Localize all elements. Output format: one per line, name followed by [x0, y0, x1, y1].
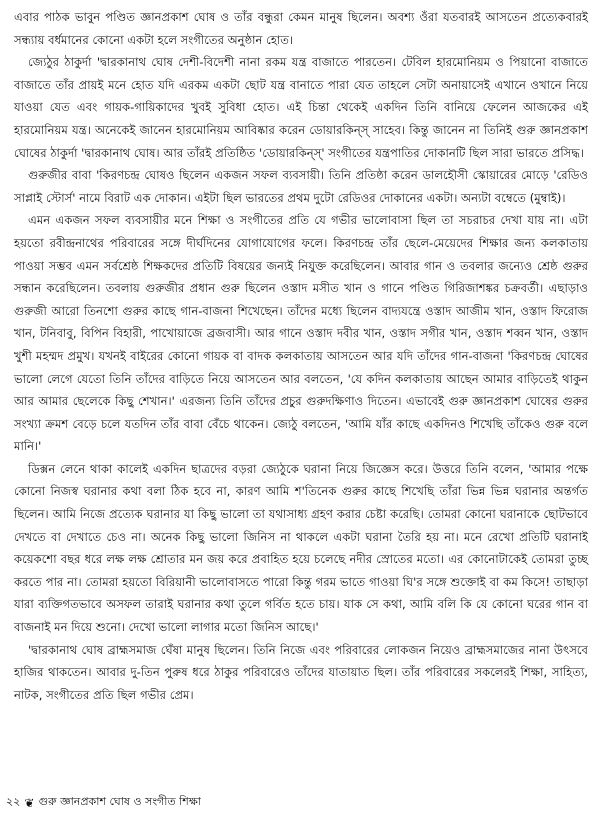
floral-ornament-icon: ❦ [24, 795, 35, 810]
paragraph: এবার পাঠক ভাবুন পণ্ডিত জ্ঞানপ্রকাশ ঘোষ ও তাঁর বন্ধুরা কেমন মানুষ ছিলেন। অবশ্য ওঁরা যতবারই আসতেন প্রত্যেকবারই সন্ধ্যায় বর্ধমানের কোনো একটা হলে সংগীতের অনুষ্ঠান হোত। [14, 10, 588, 47]
paragraph: ডিক্সন লেনে থাকা কালেই একদিন ছাত্রদের বড়রা জ্যেঠুকে ঘরানা নিয়ে জিজ্ঞেস করে। উত্তরে তিনি বলেন, 'আমার পক্ষে কোনো নিজস্ব ঘরানার কথা বলা ঠিক হবে না, কারণ আমি শ'তিনেক গুরুর কাছে শিখেছি তাঁরা ভিন্ন ভিন্ন ঘরানার অন্তর্গত ছিলেন। আমি নিজে প্রত্যেক ঘরানার যা কিছু ভালো তা যথাসাধ্য গ্রহণ করার চেষ্টা করেছি। তোমরা কোনো ঘরানাকে ছোটভাবে দেখতে বা দেখাতে চেও না। অনেক কিছু ভালো জিনিস না থাকলে একটা ঘরানা তৈরি হয় না। মনে রেখো প্রতিটি ঘরানাই কয়েকশো বছর ধরে লক্ষ লক্ষ শ্রোতার মন জয় করে প্রবাহিত হয়ে চলেছে নদীর স্রোতের মতো। এর কোনোটাকেই তোমরা তুচ্ছ করতে পার না। তোমরা হয়তো বিরিয়ানী ভালোবাসতে পারো কিন্তু গরম ভাতে গাওয়া ঘি'র সঙ্গে শুক্তোই বা কম কিসে! তাছাড়া যারা ব্যক্তিগতভাবে অসফল তারাই ঘরানার কথা তুলে গর্বিত হতে চায়। যাক সে কথা, আমি বলি কি যে কোনো ঘরের গান বা বাজনাই মন দিয়ে শুনো। দেখো ভালো লাগার মতো জিনিস আছে।' [14, 461, 588, 635]
paragraph: গুরুজীর বাবা 'কিরণচন্দ্র ঘোষও ছিলেন একজন সফল ব্যবসায়ী। তিনি প্রতিষ্ঠা করেন ডালহৌসী স্কোয়ারের মোড়ে 'রেডিও সাপ্লাই স্টোর্স' নামে বিরাট এক দোকান। এইটা ছিল ভারতের প্রথম দুটো রেডিওর দোকানের একটা। অন্যটা বম্বেতে (মুম্বাই)। [14, 168, 588, 205]
body-text [14, 6, 588, 706]
page-number: ২২ [6, 795, 21, 808]
paragraph: 'দ্বারকানাথ ঘোষ ব্রাহ্মসমাজ ঘেঁষা মানুষ ছিলেন। তিনি নিজে এবং পরিবারের লোকজন নিয়েও ব্রাহ্মসমাজের নানা উৎসবে হাজির থাকতেন। আবার দু-তিন পুরুষ ধরে ঠাকুর পরিবারেও তাঁদের যাতায়াত ছিল। তাঁর পরিবারের সকলেরই শিক্ষা, সাহিত্য, নাটক, সংগীতের প্রতি ছিল গভীর প্রেম। [14, 642, 588, 702]
running-title: গুরু জ্ঞানপ্রকাশ ঘোষ ও সংগীত শিক্ষা [38, 795, 201, 808]
paragraph: জ্যেঠুর ঠাকুর্দা 'দ্বারকানাথ ঘোষ দেশী-বিদেশী নানা রকম যন্ত্র বাজাতে পারতেন। টেবিল হারমোনিয়ম ও পিয়ানো বাজাতে বাজাতে তাঁর প্রায়ই মনে হোত যদি এরকম একটা ছোট যন্ত্র বানাতে পারা যেত তাহলে সেটা অনায়াসেই এখানে ওখানে নিয়ে যাওয়া যেত এবং গায়ক-গায়িকাদের খুবই সুবিধা হোত। এই চিন্তা থেকেই একদিন তিনি বানিয়ে ফেলেন আজকের এই হারমোনিয়ম যন্ত্র। অনেকেই জানেন হারমোনিয়ম আবিষ্কার করেন ডোয়ারকিন্‌স্‌ সাহেব। কিন্তু জানেন না তিনিই গুরু জ্ঞানপ্রকাশ ঘোষের ঠাকুর্দা 'দ্বারকানাথ ঘোষ। আর তাঁরই প্রতিষ্ঠিত 'ডোয়ারকিন্‌স্‌' সংগীতের যন্ত্রপাতির দোকানটি ছিল সারা ভারতে প্রসিদ্ধ। [14, 55, 588, 160]
paragraph: এমন একজন সফল ব্যবসায়ীর মনে শিক্ষা ও সংগীতের প্রতি যে গভীর ভালোবাসা ছিল তা সচরাচর দেখা যায় না। এটা হয়তো রবীন্দ্রনাথের পরিবারের সঙ্গে দীর্ঘদিনের যোগাযোগের ফলে। কিরণচন্দ্র তাঁর ছেলে-মেয়েদের শিক্ষার জন্য কলকাতায় পাওয়া সম্ভব এমন সর্বশ্রেষ্ঠ শিক্ষকদের প্রতিটি বিষয়ের জন্যই নিযুক্ত করেছিলেন। আবার গান ও তবলার জন্যেও শ্রেষ্ঠ গুরুর সন্ধান করেছিলেন। তবলায় গুরুজীর প্রধান গুরু ছিলেন ওস্তাদ মসীত খান ও গানে পণ্ডিত গিরিজাশঙ্কর চক্রবর্তী। এছাড়াও গুরুজী আরো তিনশো গুরুর কাছে গান-বাজনা শিখেছেন। তাঁদের মধ্যে ছিলেন বাদ্যযন্ত্রে ওস্তাদ আজীম খান, ওস্তাদ ফিরোজ খান, টনিবাবু, বিপিন বিহারী, পাখোয়াজে ব্রজবাসী। আর গানে ওস্তাদ দবীর খান, ওস্তাদ সগীর খান, ওস্তাদ শব্বন খান, ওস্তাদ খুশী মহম্মদ প্রমুখ। যখনই বাইরের কোনো গায়ক বা বাদক কলকাতায় আসতেন আর যদি তাঁদের গান-বাজনা 'কিরণচন্দ্র ঘোষের ভালো লেগে যেতো তিনি তাঁদের বাড়িতে নিয়ে আসতেন আর বলতেন, 'যে কদিন কলকাতায় আছেন আমার বাড়িতেই থাকুন আর আমার ছেলেকে কিছু শেখান।' এরজন্য তিনি তাঁদের প্রচুর গুরুদক্ষিণাও দিতেন। এভাবেই গুরু জ্ঞানপ্রকাশ ঘোষের গুরুর সংখ্যা ক্রমশ বেড়ে চলে যতদিন তাঁর বাবা বেঁচে থাকেন। জ্যেঠু বলতেন, 'আমি যাঁর কাছে একদিনও শিখেছি তাঁকেও গুরু বলে মানি।' [14, 213, 588, 454]
page-footer [6, 793, 201, 812]
